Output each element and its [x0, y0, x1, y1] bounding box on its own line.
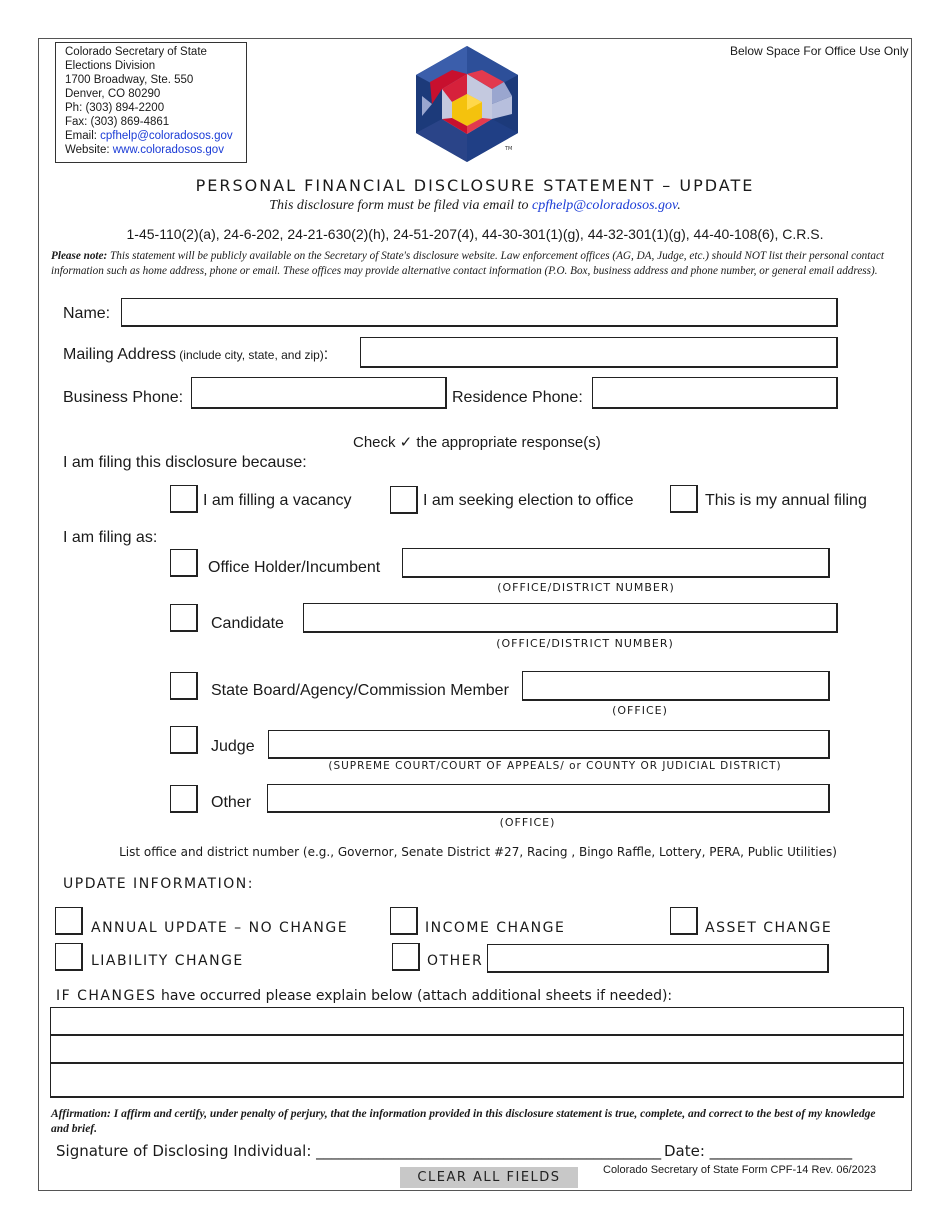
- annual-filing-checkbox[interactable]: [670, 485, 698, 513]
- explain-line-3[interactable]: [50, 1063, 904, 1098]
- address-line: 1700 Broadway, Ste. 550: [65, 74, 194, 86]
- affirmation-label: Affirmation:: [51, 1108, 111, 1120]
- asset-change-label: ASSET CHANGE: [705, 920, 833, 936]
- statutes-line: 1-45-110(2)(a), 24-6-202, 24-21-630(2)(h), 24-51-207(4), 44-30-301(1)(g), 44-32-301(1)(g), 44-40-108(6), C.R.S.: [126, 226, 824, 242]
- asset-change-checkbox[interactable]: [670, 907, 698, 935]
- check-instruction: Check ✓ the appropriate response(s): [353, 434, 601, 451]
- other-change-checkbox[interactable]: [392, 943, 420, 971]
- state-board-input[interactable]: [522, 671, 830, 701]
- email-line: [65, 129, 246, 143]
- office-list-hint: List office and district number (e.g., Governor, Senate District #27, Racing , Bingo Raffle, Lottery, PERA, Public Utilities): [119, 845, 837, 859]
- form-identifier: Colorado Secretary of State Form CPF-14 Rev. 06/2023: [603, 1164, 877, 1176]
- address-line: Denver, CO 80290: [65, 88, 161, 100]
- sos-address-box: [55, 42, 247, 163]
- seeking-election-label: I am seeking election to office: [423, 492, 634, 509]
- candidate-input[interactable]: [303, 603, 838, 633]
- filing-as-prompt: I am filing as:: [63, 529, 158, 546]
- email-label: Email:: [65, 130, 101, 142]
- business-phone-label: Business Phone:: [63, 389, 184, 406]
- website-link[interactable]: www.coloradosos.gov: [112, 144, 224, 156]
- website-line: [65, 143, 246, 157]
- judge-checkbox[interactable]: [170, 726, 198, 754]
- name-label: Name:: [63, 305, 111, 322]
- liability-change-checkbox[interactable]: [55, 943, 83, 971]
- office-holder-checkbox[interactable]: [170, 549, 198, 577]
- office-holder-caption: (OFFICE/DISTRICT NUMBER): [497, 581, 675, 594]
- note-text: This statement will be publicly available on the Secretary of State's disclosure website. Law enforcement offices (AG, DA, Judge, etc.) should NOT list their personal contact information such as home address, phone or email. These offices may provide alternative contact information (P.O. Box, business address and phone number, or general email address).: [51, 250, 885, 277]
- signature-line[interactable]: Signature of Disclosing Individual: ______________________________________________: [56, 1142, 662, 1160]
- income-change-checkbox[interactable]: [390, 907, 418, 935]
- other-office-checkbox[interactable]: [170, 785, 198, 813]
- other-office-caption: (OFFICE): [499, 816, 556, 829]
- page-title: PERSONAL FINANCIAL DISCLOSURE STATEMENT – UPDATE: [195, 176, 755, 195]
- candidate-checkbox[interactable]: [170, 604, 198, 632]
- other-office-label: Other: [211, 794, 252, 811]
- judge-label: Judge: [211, 738, 255, 755]
- clear-all-fields-button[interactable]: CLEAR ALL FIELDS: [400, 1167, 578, 1188]
- filing-instruction: [0, 198, 950, 214]
- office-holder-label: Office Holder/Incumbent: [208, 559, 381, 576]
- explain-rest: have occurred please explain below (attach additional sheets if needed):: [156, 988, 673, 1004]
- annual-no-change-checkbox[interactable]: [55, 907, 83, 935]
- candidate-label: Candidate: [211, 615, 284, 632]
- svg-text:TM: TM: [505, 146, 513, 152]
- income-change-label: INCOME CHANGE: [425, 920, 566, 936]
- affirmation: [51, 1107, 891, 1137]
- mailing-label-text: Mailing Address: [63, 346, 176, 363]
- explain-prompt: [56, 988, 672, 1004]
- address-line: Fax: (303) 869-4861: [65, 116, 170, 128]
- mailing-hint: (include city, state, and zip): [175, 348, 324, 362]
- mailing-address-label: [63, 346, 328, 364]
- business-phone-input[interactable]: [191, 377, 447, 409]
- office-use-note: Below Space For Office Use Only: [730, 44, 909, 58]
- residence-phone-input[interactable]: [592, 377, 838, 409]
- annual-no-change-label: ANNUAL UPDATE – NO CHANGE: [91, 920, 349, 936]
- note-label: Please note:: [51, 250, 108, 262]
- other-office-input[interactable]: [267, 784, 830, 813]
- filing-instruction-text: This disclosure form must be filed via email to: [269, 198, 533, 213]
- website-label: Website:: [65, 144, 113, 156]
- vacancy-label: I am filling a vacancy: [203, 492, 352, 509]
- other-change-label: OTHER: [427, 953, 484, 969]
- state-board-checkbox[interactable]: [170, 672, 198, 700]
- explain-line-2[interactable]: [50, 1035, 904, 1064]
- filing-reason-prompt: I am filing this disclosure because:: [63, 454, 307, 471]
- name-input[interactable]: [121, 298, 838, 327]
- address-line: Ph: (303) 894-2200: [65, 102, 165, 114]
- email-link[interactable]: cpfhelp@coloradosos.gov: [100, 130, 233, 142]
- please-note: [51, 249, 891, 279]
- address-line: Colorado Secretary of State: [65, 46, 207, 58]
- other-change-input[interactable]: [487, 944, 829, 973]
- state-board-caption: (OFFICE): [612, 704, 668, 717]
- date-line[interactable]: Date: ___________________: [664, 1142, 853, 1160]
- seeking-election-checkbox[interactable]: [390, 486, 418, 514]
- office-holder-input[interactable]: [402, 548, 830, 578]
- colorado-hexagon-logo-icon: [412, 44, 522, 164]
- candidate-caption: (OFFICE/DISTRICT NUMBER): [496, 637, 674, 650]
- explain-caps: IF CHANGES: [56, 988, 157, 1004]
- filing-instruction-end: .: [677, 198, 681, 213]
- vacancy-checkbox[interactable]: [170, 485, 198, 513]
- update-heading: UPDATE INFORMATION:: [63, 876, 254, 892]
- filing-email-link[interactable]: cpfhelp@coloradosos.gov: [532, 198, 678, 213]
- affirmation-text: I affirm and certify, under penalty of perjury, that the information provided in this disclosure statement is true, complete, and correct to the best of my knowledge and brief.: [51, 1108, 876, 1135]
- residence-phone-label: Residence Phone:: [452, 389, 583, 406]
- mailing-colon: :: [323, 346, 329, 363]
- mailing-address-input[interactable]: [360, 337, 838, 368]
- address-line: Elections Division: [65, 60, 156, 72]
- state-board-label: State Board/Agency/Commission Member: [211, 682, 509, 699]
- liability-change-label: LIABILITY CHANGE: [91, 953, 244, 969]
- annual-filing-label: This is my annual filing: [705, 492, 867, 509]
- judge-caption: (SUPREME COURT/COURT OF APPEALS/ or COUNTY OR JUDICIAL DISTRICT): [328, 760, 782, 772]
- explain-line-1[interactable]: [50, 1007, 904, 1036]
- judge-input[interactable]: [268, 730, 830, 759]
